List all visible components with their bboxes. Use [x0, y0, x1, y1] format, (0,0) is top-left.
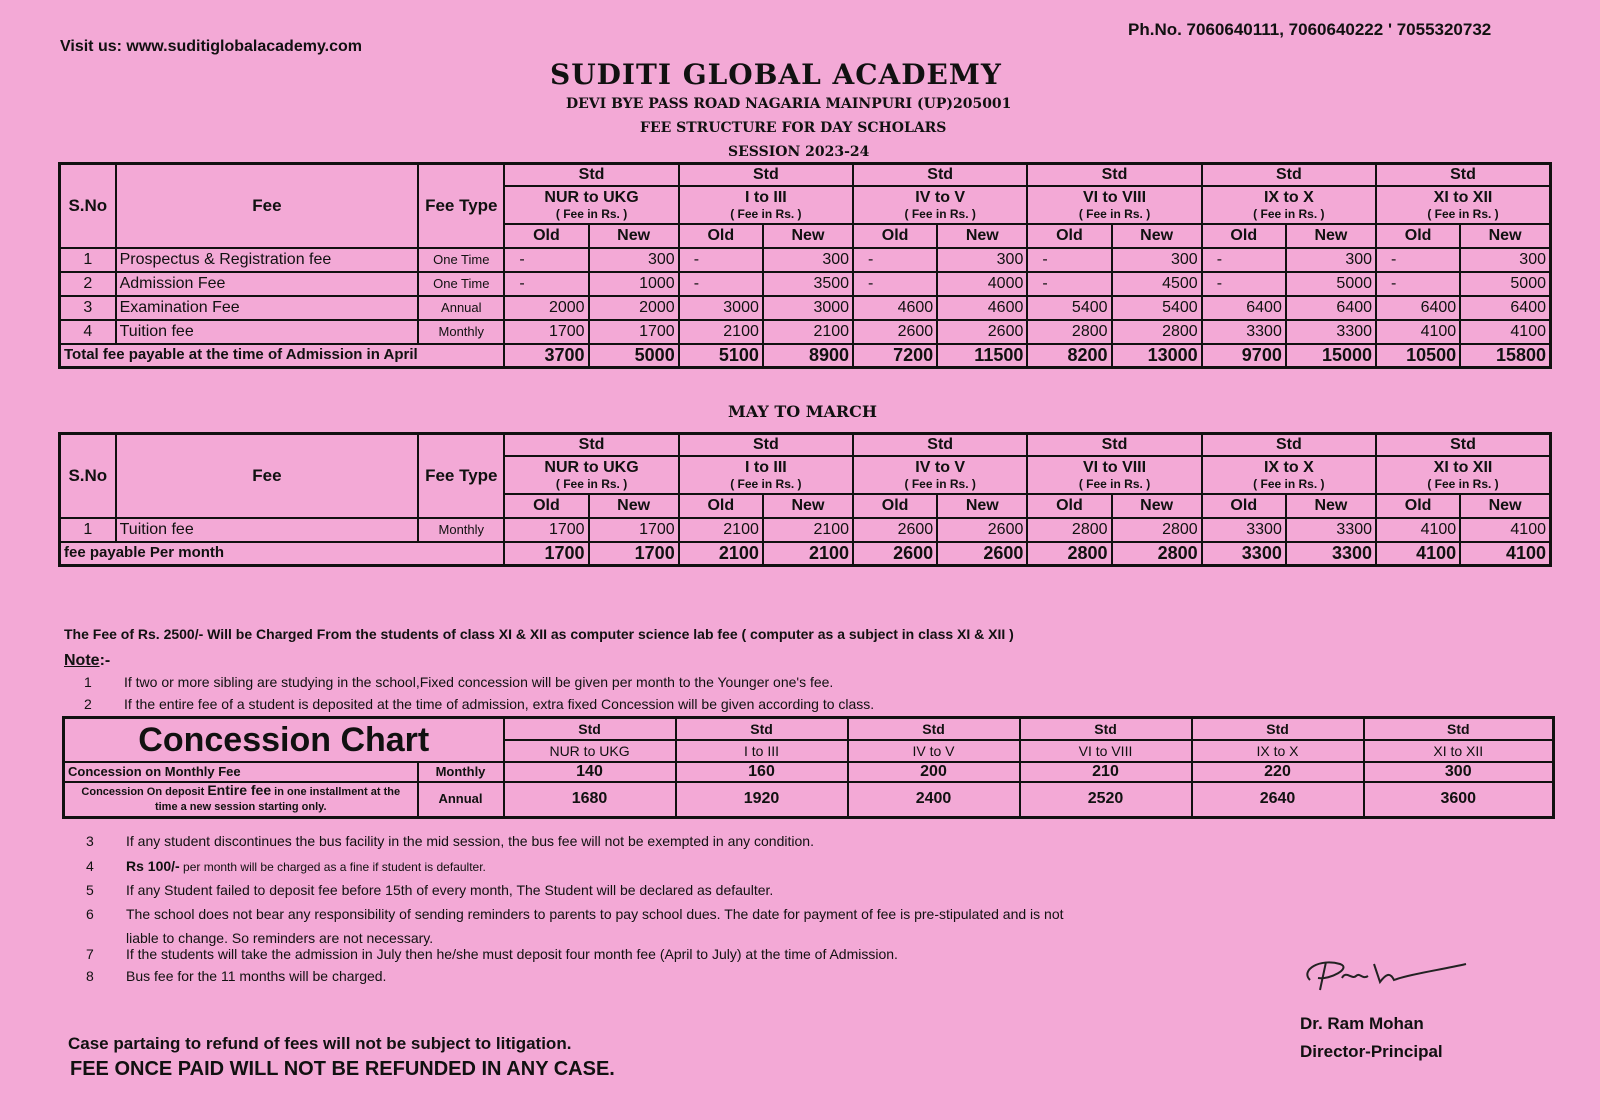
class-group-header: IX to X — [1192, 740, 1364, 762]
fee-value-cell: - — [1376, 248, 1460, 272]
total-cell: 2100 — [763, 542, 853, 566]
total-cell: 2600 — [937, 542, 1027, 566]
std-header: Std — [504, 164, 678, 186]
std-header: Std — [679, 434, 853, 456]
total-cell: 2800 — [1027, 542, 1111, 566]
fee-value-cell: - — [853, 248, 937, 272]
class-group-header: VI to VIII ( Fee in Rs. ) — [1027, 456, 1201, 494]
sno-cell: 1 — [60, 248, 116, 272]
class-group-header: VI to VIII ( Fee in Rs. ) — [1027, 186, 1201, 224]
website-text: Visit us: www.suditiglobalacademy.com — [60, 38, 362, 55]
std-header: Std — [853, 434, 1027, 456]
std-header: Std — [1020, 718, 1192, 740]
fee-value-cell: 2100 — [763, 320, 853, 344]
fee-value-cell: 2000 — [589, 296, 679, 320]
fee-value-cell: 4500 — [1112, 272, 1202, 296]
old-header: Old — [1202, 224, 1286, 248]
concession-fee-type: Monthly — [418, 762, 504, 782]
fee-value-cell: 300 — [1286, 248, 1376, 272]
new-header: New — [589, 494, 679, 518]
new-header: New — [1286, 494, 1376, 518]
old-header: Old — [1027, 224, 1111, 248]
fee-value-cell: 300 — [589, 248, 679, 272]
school-name: SUDITI GLOBAL ACADEMY — [550, 58, 1002, 91]
class-group-header: XI to XII ( Fee in Rs. ) — [1376, 456, 1550, 494]
fee-value-cell: 1700 — [589, 518, 679, 542]
class-group-header: NUR to UKG ( Fee in Rs. ) — [504, 456, 678, 494]
note-item: 2 If the entire fee of a student is deposited at the time of admission, extra fixed Concession will be given according to class. — [84, 696, 875, 712]
note-item: 6 The school does not bear any responsibility of sending reminders to parents to pay school dues. The date for payment of fee is pre-stipulated and is not liable to change. So reminders are not necessary. — [86, 906, 1064, 946]
class-group-header: XI to XII — [1364, 740, 1554, 762]
concession-row-label: Concession On deposit Entire fee in one installment at the time a new session starting only. — [64, 782, 418, 818]
concession-chart-table — [62, 716, 1555, 819]
total-label: fee payable Per month — [60, 542, 505, 566]
fee-header: Fee — [116, 164, 419, 248]
fee-value-cell: 2600 — [937, 320, 1027, 344]
total-cell: 2100 — [679, 542, 763, 566]
fee-type-cell: Monthly — [418, 518, 504, 542]
fee-type-cell: One Time — [418, 272, 504, 296]
fee-value-cell: 2800 — [1027, 518, 1111, 542]
concession-value: 2400 — [848, 782, 1020, 818]
total-cell: 8200 — [1027, 344, 1111, 368]
may-to-march-heading: MAY TO MARCH — [728, 402, 878, 421]
new-header: New — [1112, 224, 1202, 248]
concession-fee-type: Annual — [418, 782, 504, 818]
fee-value-cell: 5000 — [1286, 272, 1376, 296]
concession-value: 1920 — [676, 782, 848, 818]
fee-type-cell: One Time — [418, 248, 504, 272]
fee-value-cell: 4100 — [1460, 320, 1550, 344]
concession-value: 3600 — [1364, 782, 1554, 818]
fee-value-cell: 6400 — [1202, 296, 1286, 320]
old-header: Old — [853, 494, 937, 518]
total-row — [60, 542, 1551, 566]
table-row — [60, 272, 1551, 296]
fee-value-cell: 2100 — [679, 518, 763, 542]
total-row — [60, 344, 1551, 368]
total-cell: 10500 — [1376, 344, 1460, 368]
fee-value-cell: 3500 — [763, 272, 853, 296]
signature-icon — [1290, 950, 1480, 1010]
sno-cell: 1 — [60, 518, 116, 542]
fee-value-cell: 300 — [1460, 248, 1550, 272]
class-group-header: IX to X ( Fee in Rs. ) — [1202, 456, 1376, 494]
fee-value-cell: 1700 — [504, 320, 588, 344]
fee-value-cell: 1700 — [504, 518, 588, 542]
note-label: Note:- — [64, 652, 111, 669]
total-cell: 4100 — [1376, 542, 1460, 566]
concession-value: 140 — [504, 762, 676, 782]
fee-value-cell: - — [1027, 272, 1111, 296]
table-row — [60, 248, 1551, 272]
total-cell: 7200 — [853, 344, 937, 368]
fee-value-cell: 2800 — [1027, 320, 1111, 344]
new-header: New — [937, 224, 1027, 248]
fee-name-cell: Prospectus & Registration fee — [116, 248, 419, 272]
fee-value-cell: 4000 — [937, 272, 1027, 296]
class-group-header: IX to X ( Fee in Rs. ) — [1202, 186, 1376, 224]
monthly-fee-table — [58, 432, 1552, 567]
concession-value: 220 — [1192, 762, 1364, 782]
std-header: Std — [504, 718, 676, 740]
new-header: New — [1112, 494, 1202, 518]
fee-name-cell: Admission Fee — [116, 272, 419, 296]
concession-value: 2520 — [1020, 782, 1192, 818]
total-cell: 11500 — [937, 344, 1027, 368]
new-header: New — [1460, 494, 1550, 518]
fee-value-cell: 3300 — [1286, 320, 1376, 344]
fee-name-cell: Examination Fee — [116, 296, 419, 320]
std-header: Std — [679, 164, 853, 186]
new-header: New — [1286, 224, 1376, 248]
new-header: New — [589, 224, 679, 248]
fee-value-cell: - — [504, 248, 588, 272]
concession-value: 160 — [676, 762, 848, 782]
std-header: Std — [676, 718, 848, 740]
fee-value-cell: 2800 — [1112, 518, 1202, 542]
total-cell: 5100 — [679, 344, 763, 368]
old-header: Old — [1376, 494, 1460, 518]
concession-value: 1680 — [504, 782, 676, 818]
concession-row-label: Concession on Monthly Fee — [64, 762, 418, 782]
fee-value-cell: 3300 — [1202, 518, 1286, 542]
table-row — [60, 296, 1551, 320]
fee-value-cell: 2100 — [763, 518, 853, 542]
refund-litigation-text: Case partaing to refund of fees will not be subject to litigation. — [68, 1034, 572, 1053]
fee-value-cell: 4600 — [937, 296, 1027, 320]
std-header: Std — [1192, 718, 1364, 740]
note-item: 1 If two or more sibling are studying in the school,Fixed concession will be given per month to the Younger one's fee. — [84, 674, 834, 690]
concession-value: 200 — [848, 762, 1020, 782]
class-group-header: XI to XII ( Fee in Rs. ) — [1376, 186, 1550, 224]
old-header: Old — [504, 494, 588, 518]
total-cell: 2800 — [1112, 542, 1202, 566]
class-group-header: I to III ( Fee in Rs. ) — [679, 456, 853, 494]
fee-value-cell: - — [1202, 248, 1286, 272]
class-group-header: IV to V ( Fee in Rs. ) — [853, 186, 1027, 224]
class-group-header: IV to V — [848, 740, 1020, 762]
fee-value-cell: 4100 — [1460, 518, 1550, 542]
class-group-header: I to III — [676, 740, 848, 762]
phone-text: Ph.No. 7060640111, 7060640222 ' 7055320732 — [1128, 20, 1492, 39]
fee-value-cell: 3000 — [679, 296, 763, 320]
fee-value-cell: 300 — [937, 248, 1027, 272]
fee-value-cell: 1000 — [589, 272, 679, 296]
sno-cell: 3 — [60, 296, 116, 320]
fee-type-header: Fee Type — [418, 434, 504, 518]
total-label: Total fee payable at the time of Admission in April — [60, 344, 505, 368]
total-cell: 9700 — [1202, 344, 1286, 368]
std-header: Std — [853, 164, 1027, 186]
fee-type-cell: Annual — [418, 296, 504, 320]
fee-value-cell: 4600 — [853, 296, 937, 320]
old-header: Old — [853, 224, 937, 248]
fee-value-cell: - — [1376, 272, 1460, 296]
concession-value: 300 — [1364, 762, 1554, 782]
fee-value-cell: - — [679, 272, 763, 296]
fee-name-cell: Tuition fee — [116, 320, 419, 344]
document-subtitle: FEE STRUCTURE FOR DAY SCHOLARS — [640, 120, 947, 136]
note-item: 7 If the students will take the admission in July then he/she must deposit four month fee (April to July) at the time of Admission. — [86, 946, 898, 962]
std-header: Std — [1202, 434, 1376, 456]
fee-value-cell: 2100 — [679, 320, 763, 344]
std-header: Std — [848, 718, 1020, 740]
total-cell: 2600 — [853, 542, 937, 566]
fee-value-cell: 2000 — [504, 296, 588, 320]
class-group-header: VI to VIII — [1020, 740, 1192, 762]
new-header: New — [1460, 224, 1550, 248]
fee-value-cell: 1700 — [589, 320, 679, 344]
class-group-header: NUR to UKG — [504, 740, 676, 762]
no-refund-text: FEE ONCE PAID WILL NOT BE REFUNDED IN ANY CASE. — [70, 1058, 615, 1080]
school-address: DEVI BYE PASS ROAD NAGARIA MAINPURI (UP)205001 — [566, 96, 1012, 112]
concession-value: 2640 — [1192, 782, 1364, 818]
new-header: New — [763, 494, 853, 518]
note-item: 8 Bus fee for the 11 months will be charged. — [86, 968, 387, 984]
fee-value-cell: 6400 — [1460, 296, 1550, 320]
std-header: Std — [1376, 164, 1550, 186]
fee-value-cell: 300 — [763, 248, 853, 272]
old-header: Old — [1376, 224, 1460, 248]
admission-fee-table — [58, 162, 1552, 369]
old-header: Old — [679, 224, 763, 248]
lab-fee-text: The Fee of Rs. 2500/- Will be Charged From the students of class XI & XII as computer science lab fee ( computer as a subject in class XI & XII ) — [64, 626, 1014, 642]
sno-header: S.No — [60, 164, 116, 248]
fee-value-cell: 2600 — [853, 518, 937, 542]
fee-value-cell: 4100 — [1376, 320, 1460, 344]
old-header: Old — [504, 224, 588, 248]
total-cell: 3300 — [1286, 542, 1376, 566]
old-header: Old — [1027, 494, 1111, 518]
total-cell: 1700 — [589, 542, 679, 566]
class-group-header: I to III ( Fee in Rs. ) — [679, 186, 853, 224]
concession-value: 210 — [1020, 762, 1192, 782]
total-cell: 13000 — [1112, 344, 1202, 368]
table-row — [60, 320, 1551, 344]
total-cell: 15000 — [1286, 344, 1376, 368]
std-header: Std — [1376, 434, 1550, 456]
std-header: Std — [1027, 434, 1201, 456]
session-label: SESSION 2023-24 — [728, 144, 870, 160]
total-cell: 4100 — [1460, 542, 1550, 566]
new-header: New — [763, 224, 853, 248]
fee-type-cell: Monthly — [418, 320, 504, 344]
signatory-name: Dr. Ram Mohan — [1300, 1014, 1424, 1033]
signatory-title: Director-Principal — [1300, 1042, 1443, 1061]
fee-value-cell: 6400 — [1286, 296, 1376, 320]
fee-header: Fee — [116, 434, 419, 518]
std-header: Std — [504, 434, 678, 456]
total-cell: 3300 — [1202, 542, 1286, 566]
note-item: 4 Rs 100/- per month will be charged as a fine if student is defaulter. — [86, 858, 486, 874]
total-cell: 5000 — [589, 344, 679, 368]
fee-value-cell: 5400 — [1027, 296, 1111, 320]
fee-value-cell: 5000 — [1460, 272, 1550, 296]
fee-value-cell: 2800 — [1112, 320, 1202, 344]
std-header: Std — [1027, 164, 1201, 186]
sno-cell: 2 — [60, 272, 116, 296]
fee-value-cell: 4100 — [1376, 518, 1460, 542]
fee-value-cell: 2600 — [853, 320, 937, 344]
fee-type-header: Fee Type — [418, 164, 504, 248]
concession-chart-title: Concession Chart — [64, 718, 504, 762]
total-cell: 1700 — [504, 542, 588, 566]
fee-value-cell: 300 — [1112, 248, 1202, 272]
fee-value-cell: - — [1027, 248, 1111, 272]
total-cell: 15800 — [1460, 344, 1550, 368]
fee-value-cell: 6400 — [1376, 296, 1460, 320]
sno-header: S.No — [60, 434, 116, 518]
fee-value-cell: - — [679, 248, 763, 272]
fee-value-cell: 5400 — [1112, 296, 1202, 320]
fee-name-cell: Tuition fee — [116, 518, 419, 542]
sno-cell: 4 — [60, 320, 116, 344]
class-group-header: IV to V ( Fee in Rs. ) — [853, 456, 1027, 494]
std-header: Std — [1202, 164, 1376, 186]
fee-value-cell: - — [1202, 272, 1286, 296]
fee-value-cell: 3300 — [1286, 518, 1376, 542]
old-header: Old — [1202, 494, 1286, 518]
fee-value-cell: - — [853, 272, 937, 296]
std-header: Std — [1364, 718, 1554, 740]
fee-value-cell: 2600 — [937, 518, 1027, 542]
old-header: Old — [679, 494, 763, 518]
total-cell: 8900 — [763, 344, 853, 368]
total-cell: 3700 — [504, 344, 588, 368]
class-group-header: NUR to UKG ( Fee in Rs. ) — [504, 186, 678, 224]
new-header: New — [937, 494, 1027, 518]
note-item: 3 If any student discontinues the bus facility in the mid session, the bus fee will not be exempted in any condition. — [86, 833, 814, 849]
fee-value-cell: 3300 — [1202, 320, 1286, 344]
fee-value-cell: - — [504, 272, 588, 296]
table-row — [60, 518, 1551, 542]
fee-value-cell: 3000 — [763, 296, 853, 320]
note-item: 5 If any Student failed to deposit fee before 15th of every month, The Student will be declared as defaulter. — [86, 882, 774, 898]
